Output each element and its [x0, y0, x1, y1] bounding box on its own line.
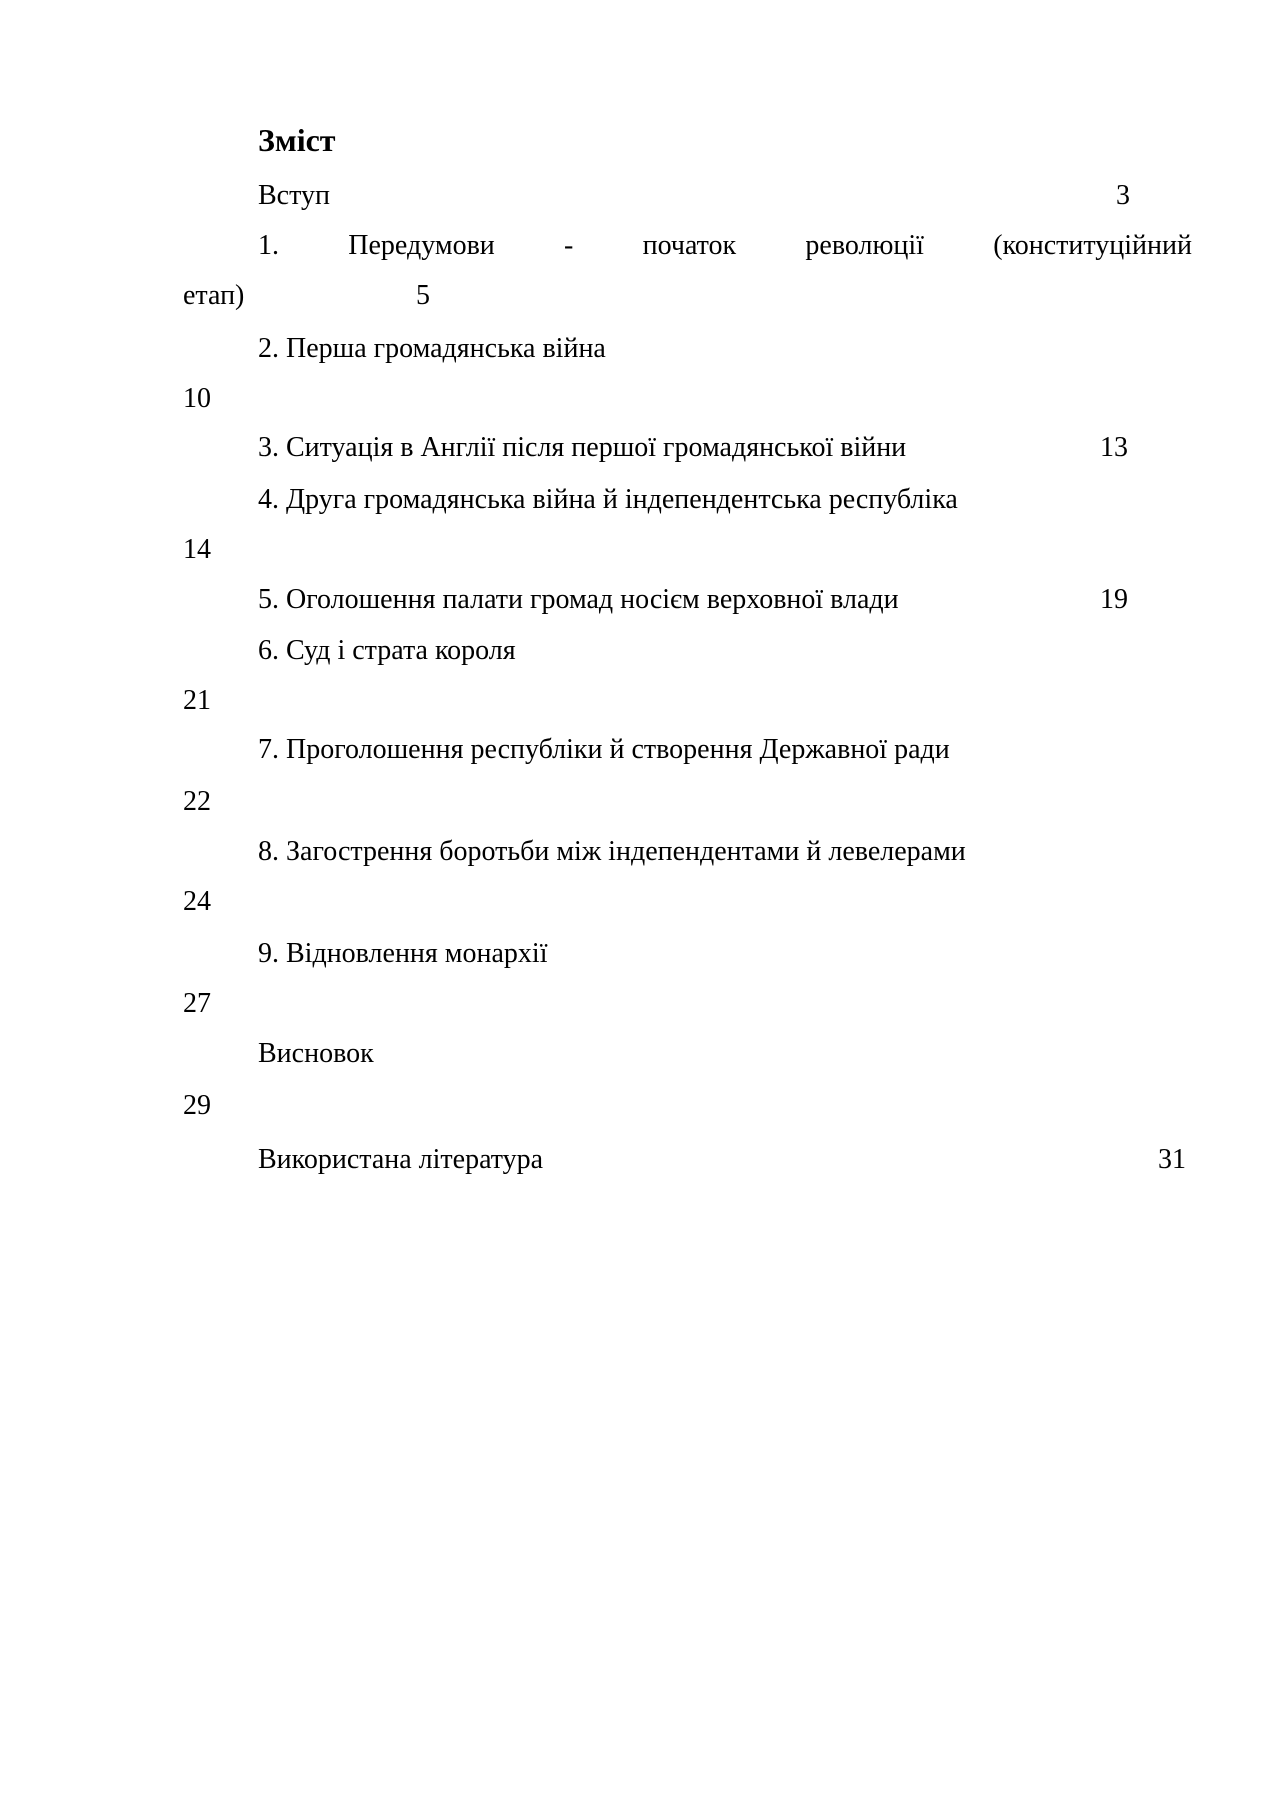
- toc-title: Зміст: [258, 122, 336, 158]
- toc-entry-page: 10: [183, 383, 211, 414]
- toc-entry-label: 4. Друга громадянська війна й індепендентська республіка: [258, 484, 958, 515]
- toc-entry-label: 2. Перша громадянська війна: [258, 333, 606, 364]
- toc-entry-page: 31: [1158, 1144, 1186, 1175]
- toc-entry-label: 5. Оголошення палати громад носієм верховної влади: [258, 584, 899, 615]
- toc-entry-page: 24: [183, 886, 211, 917]
- toc-entry-page: 22: [183, 786, 211, 817]
- toc-entry-page: 27: [183, 988, 211, 1019]
- toc-word: -: [564, 230, 574, 261]
- toc-entry-label: 3. Ситуація в Англії після першої громадянської війни: [258, 432, 907, 463]
- toc-entry-label: 8. Загострення боротьби між індепендентами й левелерами: [258, 836, 966, 867]
- toc-entry-label: Використана література: [258, 1144, 544, 1175]
- toc-entry-justified-line: [258, 230, 1192, 262]
- toc-entry-label: 7. Проголошення республіки й створення Державної ради: [258, 734, 950, 765]
- toc-entry-label-continuation: етап): [183, 280, 245, 311]
- toc-entry-label: Висновок: [258, 1038, 374, 1069]
- toc-entry-page: 5: [416, 280, 430, 311]
- toc-entry-page: 29: [183, 1090, 211, 1121]
- toc-word: Передумови: [348, 230, 495, 261]
- toc-entry-page: 3: [1116, 180, 1130, 211]
- toc-word: (конституційний: [993, 230, 1192, 261]
- toc-entry-page: 19: [1100, 584, 1128, 615]
- toc-entry-label: 9. Відновлення монархії: [258, 938, 548, 969]
- toc-word: 1.: [258, 230, 279, 261]
- toc-entry-page: 14: [183, 534, 211, 565]
- toc-word: початок: [642, 230, 737, 261]
- toc-word: революції: [805, 230, 924, 261]
- toc-entry-label: 6. Суд і страта короля: [258, 635, 516, 666]
- toc-entry-label: Вступ: [258, 180, 330, 211]
- toc-entry-page: 21: [183, 685, 211, 716]
- toc-entry-page: 13: [1100, 432, 1128, 463]
